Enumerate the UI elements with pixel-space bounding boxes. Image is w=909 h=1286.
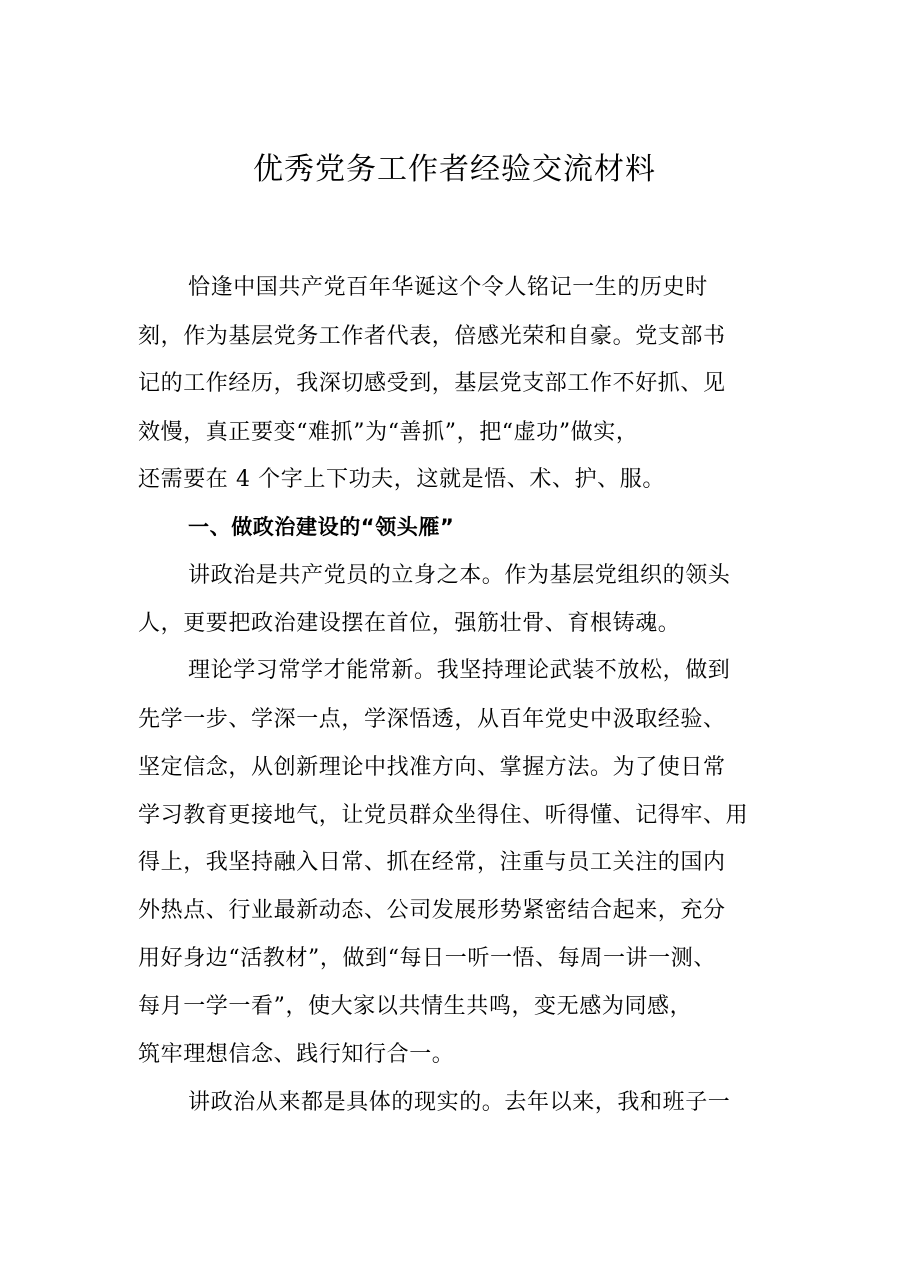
section-heading: 一、做政治建设的“领头雁” [188, 515, 455, 539]
paragraph-line: 筑牢理想信念、践行知行合一。 [138, 1042, 455, 1067]
paragraph-line: 坚定信念，从创新理论中找准方向、掌握方法。为了使日常 [138, 755, 726, 780]
paragraph-line: 记的工作经历，我深切感受到，基层党支部工作不好抓、见 [138, 371, 726, 396]
paragraph-line: 人，更要把政治建设摆在首位，强筋壮骨、育根铸魂。 [138, 611, 681, 636]
paragraph-line: 每月一学一看”，使大家以共情生共鸣，变无感为同感， [138, 994, 693, 1019]
paragraph-line: 外热点、行业最新动态、公司发展形势紧密结合起来，充分 [138, 898, 726, 923]
document-title: 优秀党务工作者经验交流材料 [253, 152, 656, 187]
paragraph-line: 还需要在 4 个字上下功夫，这就是悟、术、护、服。 [138, 467, 665, 492]
paragraph-line: 讲政治从来都是具体的现实的。去年以来，我和班子一 [188, 1090, 731, 1115]
paragraph-line: 恰逢中国共产党百年华诞这个令人铭记一生的历史时 [188, 275, 708, 300]
paragraph-line: 理论学习常学才能常新。我坚持理论武装不放松，做到 [188, 658, 731, 683]
paragraph-line: 用好身边“活教材”，做到“每日一听一悟、每周一讲一测、 [138, 946, 716, 971]
paragraph-line: 得上，我坚持融入日常、抓在经常，注重与员工关注的国内 [138, 850, 726, 875]
paragraph-line: 刻，作为基层党务工作者代表，倍感光荣和自豪。党支部书 [138, 324, 726, 349]
paragraph-line: 学习教育更接地气，让党员群众坐得住、听得懂、记得牢、用 [138, 803, 749, 828]
paragraph-line: 效慢，真正要变“难抓”为“善抓”，把“虚功”做实， [138, 420, 639, 445]
paragraph-line: 讲政治是共产党员的立身之本。作为基层党组织的领头 [188, 563, 731, 588]
paragraph-line: 先学一步、学深一点，学深悟透，从百年党史中汲取经验、 [138, 707, 726, 732]
